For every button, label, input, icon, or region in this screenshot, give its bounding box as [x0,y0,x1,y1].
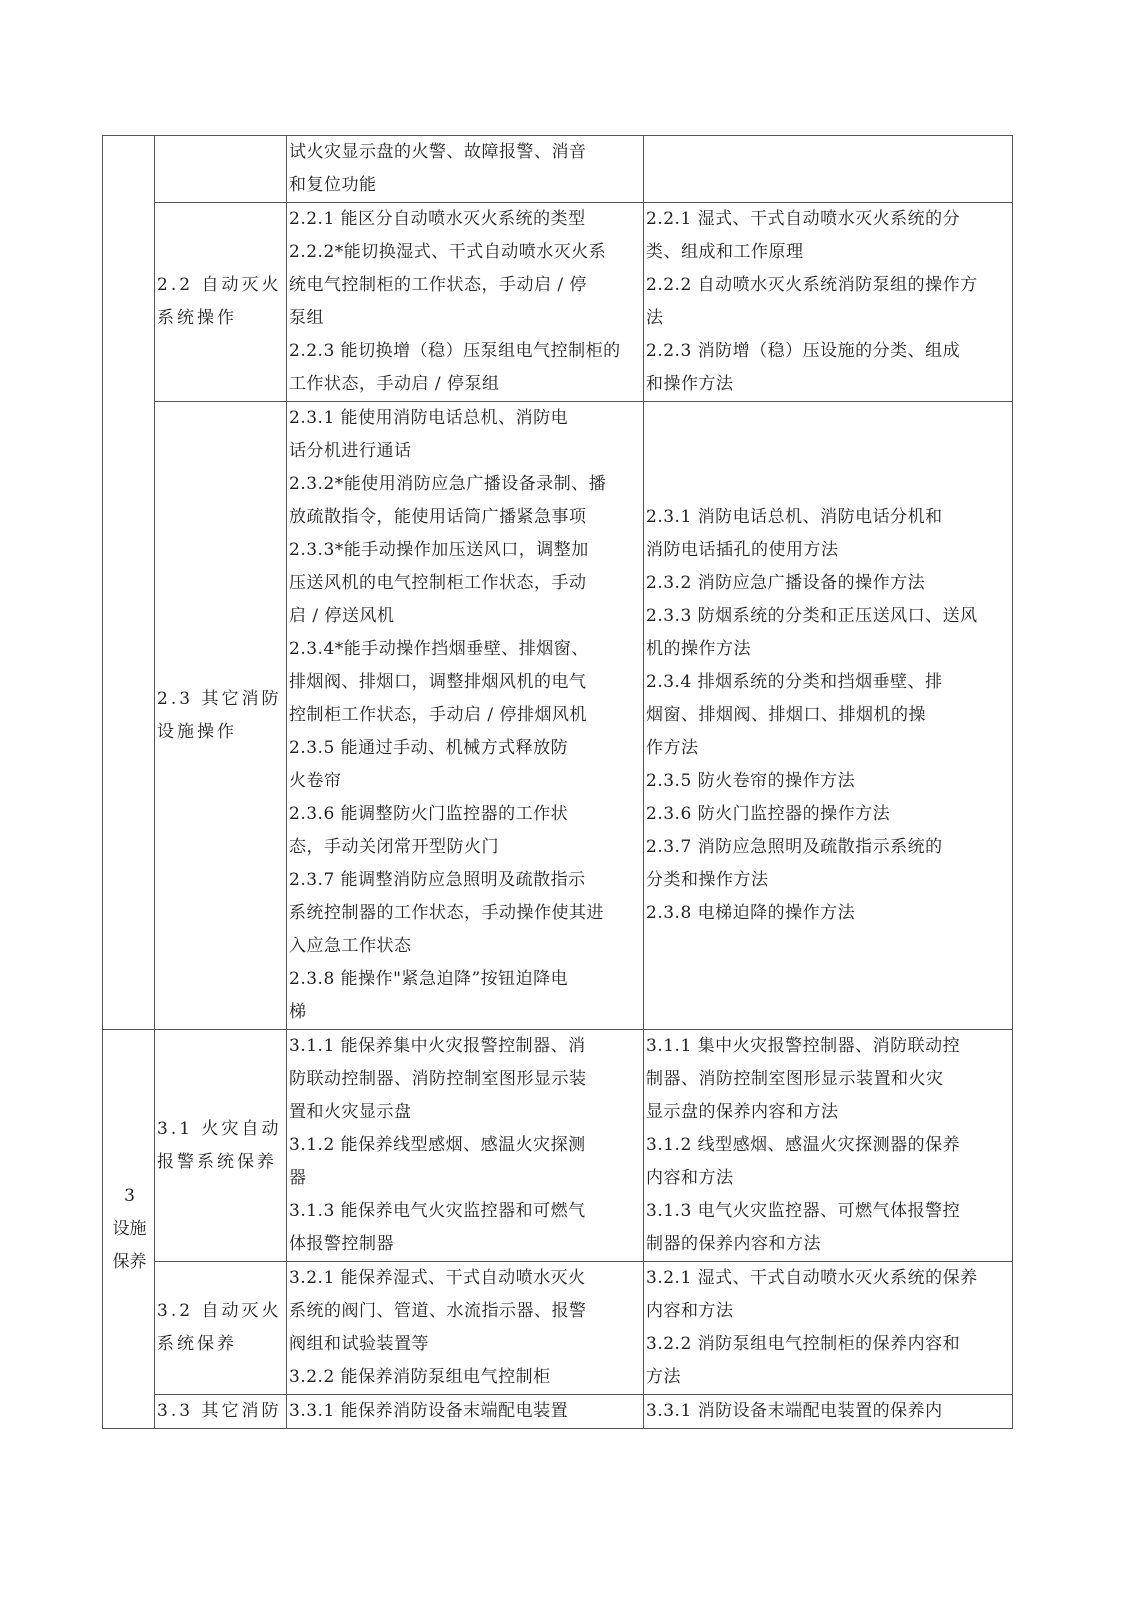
skill-line: 2.3.2*能使用消防应急广播设备录制、播 [289,474,607,494]
item-line: 系统保养 [157,1334,237,1354]
item-cell [155,402,287,1030]
table-row [103,203,1013,402]
skills-cell [287,402,644,1030]
skill-line: 3.1.1 能保养集中火灾报警控制器、消 [289,1036,586,1056]
skill-line: 工作状态，手动启 / 停泵组 [289,374,500,394]
item-line: 报警系统保养 [157,1151,277,1172]
skill-line: 3.1.2 能保养线型感烟、感温火灾探测 [289,1135,586,1155]
item-line: 2.3 其它消防 [157,688,282,709]
skill-line: 3.1.3 能保养电气火灾监控器和可燃气 [289,1201,586,1221]
knowledge-line: 2.3.4 排烟系统的分类和挡烟垂壁、排 [646,672,943,692]
skills-cell [287,1030,644,1262]
skill-line: 2.3.7 能调整消防应急照明及疏散指示 [289,870,586,890]
skills-cell [287,1395,644,1429]
item-cell [155,203,287,402]
knowledge-line: 消防电话插孔的使用方法 [646,540,839,560]
skill-line: 梯 [289,1002,307,1022]
skill-line: 2.3.5 能通过手动、机械方式释放防 [289,738,569,758]
skill-line: 置和火灾显示盘 [289,1102,412,1122]
standards-table [102,135,1013,1429]
table-row [103,136,1013,203]
knowledge-line: 3.2.1 湿式、干式自动喷水灭火系统的保养 [646,1268,978,1288]
item-cell [155,1395,287,1429]
skill-line: 系统控制器的工作状态，手动操作使其进 [289,903,604,923]
skill-line: 2.3.4*能手动操作挡烟垂壁、排烟窗、 [289,639,589,659]
knowledge-cell [644,1262,1013,1395]
skill-line: 防联动控制器、消防控制室图形显示装 [289,1069,587,1089]
knowledge-cell [644,1395,1013,1429]
function-line: 保养 [112,1251,147,1272]
function-cell [103,1030,155,1429]
knowledge-line: 3.1.3 电气火灾监控器、可燃气体报警控 [646,1201,961,1221]
skill-line: 排烟阀、排烟口，调整排烟风机的电气 [289,672,587,692]
knowledge-line: 作方法 [646,738,699,758]
function-cell [103,136,155,1030]
table-row [103,1395,1013,1429]
knowledge-line: 显示盘的保养内容和方法 [646,1102,839,1122]
knowledge-cell [644,1030,1013,1262]
knowledge-line: 法 [646,308,664,328]
item-line: 3.3 其它消防 [157,1401,282,1421]
knowledge-cell [644,203,1013,402]
item-line: 设施操作 [157,721,237,742]
knowledge-line: 2.3.3 防烟系统的分类和正压送风口、送风 [646,606,978,626]
skills-cell [287,203,644,402]
knowledge-line: 内容和方法 [646,1168,734,1188]
item-cell [155,136,287,203]
knowledge-line: 3.1.1 集中火灾报警控制器、消防联动控 [646,1036,961,1056]
knowledge-line: 3.3.1 消防设备末端配电装置的保养内 [646,1401,943,1421]
skill-line: 统电气控制柜的工作状态，手动启 / 停 [289,275,588,295]
item-line: 2.2 自动灭火 [157,275,282,295]
skill-line: 3.3.1 能保养消防设备末端配电装置 [289,1401,569,1421]
skill-line: 2.2.2*能切换湿式、干式自动喷水灭火系 [289,242,607,262]
knowledge-line: 2.2.1 湿式、干式自动喷水灭火系统的分 [646,209,961,229]
item-cell [155,1262,287,1395]
knowledge-line: 2.3.8 电梯迫降的操作方法 [646,903,856,923]
skills-cell [287,1262,644,1395]
knowledge-line: 和操作方法 [646,374,734,394]
skill-line: 系统的阀门、管道、水流指示器、报警 [289,1301,587,1321]
skill-line: 2.2.1 能区分自动喷水灭火系统的类型 [289,209,586,229]
knowledge-line: 2.3.2 消防应急广播设备的操作方法 [646,573,926,593]
knowledge-line: 类、组成和工作原理 [646,242,804,262]
knowledge-line: 2.3.5 防火卷帘的操作方法 [646,771,856,791]
skill-line: 控制柜工作状态，手动启 / 停排烟风机 [289,705,588,725]
skill-line: 器 [289,1168,307,1188]
skill-line: 启 / 停送风机 [289,606,395,626]
item-cell [155,1030,287,1262]
knowledge-line: 内容和方法 [646,1301,734,1321]
skill-line: 和复位功能 [289,175,377,195]
knowledge-line: 2.3.1 消防电话总机、消防电话分机和 [646,507,943,527]
table-row [103,1030,1013,1262]
knowledge-line: 烟窗、排烟阀、排烟口、排烟机的操 [646,705,926,725]
skill-line: 压送风机的电气控制柜工作状态，手动 [289,573,587,593]
skill-line: 体报警控制器 [289,1234,394,1254]
skill-line: 泵组 [289,308,324,328]
skill-line: 2.3.8 能操作"紧急迫降”按钮迫降电 [289,969,569,989]
skill-line: 放疏散指令，能使用话筒广播紧急事项 [289,507,587,527]
knowledge-cell [644,136,1013,203]
skill-line: 2.3.3*能手动操作加压送风口，调整加 [289,540,589,560]
skill-line: 态，手动关闭常开型防火门 [289,837,499,857]
skill-line: 3.2.2 能保养消防泵组电气控制柜 [289,1367,551,1387]
skills-cell [287,136,644,203]
item-line: 3.1 火灾自动 [157,1118,282,1139]
skill-line: 3.2.1 能保养湿式、干式自动喷水灭火 [289,1268,586,1288]
skill-line: 2.2.3 能切换增（稳）压泵组电气控制柜的 [289,341,621,361]
skill-line: 2.3.1 能使用消防电话总机、消防电 [289,408,569,428]
skill-line: 火卷帘 [289,771,342,791]
knowledge-line: 2.2.3 消防增（稳）压设施的分类、组成 [646,341,961,361]
skill-line: 话分机进行通话 [289,441,412,461]
knowledge-line: 3.2.2 消防泵组电气控制柜的保养内容和 [646,1334,961,1354]
knowledge-line: 2.2.2 自动喷水灭火系统消防泵组的操作方 [646,275,978,295]
knowledge-line: 方法 [646,1367,681,1387]
knowledge-line: 2.3.7 消防应急照明及疏散指示系统的 [646,837,943,857]
knowledge-cell [644,402,1013,1030]
item-line: 系统操作 [157,308,237,328]
knowledge-line: 2.3.6 防火门监控器的操作方法 [646,804,891,824]
table-row [103,1262,1013,1395]
skill-line: 入应急工作状态 [289,936,412,956]
skill-line: 2.3.6 能调整防火门监控器的工作状 [289,804,569,824]
knowledge-line: 分类和操作方法 [646,870,769,890]
knowledge-line: 制器的保养内容和方法 [646,1234,821,1254]
knowledge-line: 3.1.2 线型感烟、感温火灾探测器的保养 [646,1135,961,1155]
table-row [103,402,1013,1030]
item-line: 3.2 自动灭火 [157,1301,282,1321]
knowledge-line: 制器、消防控制室图形显示装置和火灾 [646,1069,944,1089]
function-line: 3 [124,1185,135,1206]
skill-line: 试火灾显示盘的火警、故障报警、消音 [289,142,587,162]
knowledge-line: 机的操作方法 [646,639,751,659]
skill-line: 阀组和试验装置等 [289,1334,429,1354]
function-line: 设施 [112,1218,147,1239]
